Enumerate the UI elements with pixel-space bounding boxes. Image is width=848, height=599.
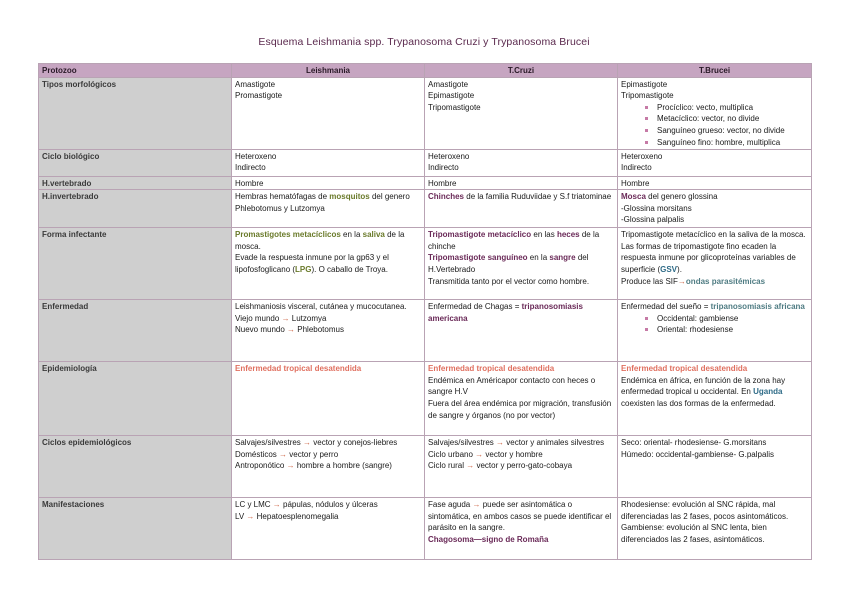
- cell-text: Hembras hematófagas de: [235, 192, 330, 202]
- cell-line: [235, 437, 421, 449]
- cell-tcruzi: Hombre: [425, 176, 618, 190]
- cell-line: Heteroxeno: [621, 151, 663, 161]
- row-label: Forma infectante: [39, 228, 232, 300]
- highlight-text: GSV: [660, 264, 678, 274]
- cell-tcruzi: [425, 362, 618, 436]
- arrow-right-icon: →: [246, 511, 255, 521]
- cell-line: Seco: oriental- rhodesiense- G.morsitans: [621, 438, 767, 448]
- cell-leishmania: [232, 190, 425, 228]
- table-row: [39, 436, 812, 498]
- cell-leishmania: [232, 362, 425, 436]
- arrow-right-icon: →: [286, 461, 295, 471]
- cell-line: Fuera del área endémica por migración, transfusión de sangre y órganos (no por vector): [428, 398, 612, 420]
- row-label: Manifestaciones: [39, 498, 232, 560]
- header-tbrucei: T.Brucei: [618, 64, 812, 78]
- cell-text: de la chinche: [428, 230, 600, 251]
- cell-line: [428, 252, 614, 275]
- list-item: Metacíclico: vector, no divide: [621, 113, 808, 125]
- cell-line: Amastigote: [428, 79, 469, 89]
- cell-text: del genero glossina: [645, 192, 718, 202]
- cell-text: vector y animales silvestres: [504, 438, 605, 448]
- highlight-text: Chagosoma—signo de Romaña: [428, 534, 549, 544]
- cell-line: Heteroxeno: [428, 151, 470, 161]
- cell-text: Produce las SIF: [621, 276, 678, 286]
- cell-text: Salvajes/silvestres: [428, 438, 497, 448]
- cell-text: Fase aguda: [428, 500, 473, 510]
- list-item: Sanguíneo fino: hombre, multiplica: [621, 137, 808, 149]
- cell-text: LC y LMC: [235, 500, 273, 510]
- highlight-text: Uganda: [753, 387, 783, 397]
- arrow-right-icon: →: [475, 449, 484, 459]
- cell-line: [235, 499, 421, 511]
- cell-text: Lutzomya: [289, 313, 327, 323]
- cell-text: en las: [531, 230, 557, 240]
- highlight-text: Enfermedad tropical desatendida: [235, 364, 362, 374]
- row-label: Ciclo biológico: [39, 149, 232, 176]
- cell-text: Hepatoesplenomegalia: [254, 511, 339, 521]
- cell-text: de la mosca.: [235, 230, 405, 251]
- list-item: Occidental: gambiense: [621, 313, 808, 325]
- table-row: [39, 498, 812, 560]
- cell-line: Promastigote: [235, 91, 283, 101]
- cell-leishmania: [232, 498, 425, 560]
- cell-text: en la: [340, 230, 363, 240]
- cell-line: Indirecto: [621, 163, 652, 173]
- comparison-table: [38, 63, 812, 560]
- cell-line: Gambiense: evolución al SNC lenta, bien diferenciados las 2 fases, asintomáticos.: [621, 523, 767, 544]
- arrow-right-icon: →: [466, 461, 475, 471]
- cell-line: [621, 301, 808, 313]
- cell-text: ).: [677, 264, 682, 274]
- cell-text: vector y perro: [287, 449, 339, 459]
- highlight-text: ondas parasitémicas: [685, 276, 766, 286]
- cell-line: Tripomastigote metacíclico en la saliva de la mosca.: [621, 230, 806, 240]
- arrow-right-icon: →: [281, 313, 290, 323]
- cell-text: vector y hombre: [483, 449, 543, 459]
- cell-tcruzi: [425, 498, 618, 560]
- cell-tcruzi: [425, 436, 618, 498]
- cell-text: Domésticos: [235, 449, 280, 459]
- cell-text: Antroponótico: [235, 461, 287, 471]
- cell-text: vector y perro-gato-cobaya: [474, 461, 573, 471]
- cell-text: Las formas de tripomastigote fino ecaden la respuesta inmune por glicoproteínas variables de superficie (: [621, 241, 796, 274]
- table-row: [39, 190, 812, 228]
- cell-line: Heteroxeno: [235, 151, 277, 161]
- cell-text: Endémica en áfrica, en función de la zona hay enfermedad tropical u occidental. En: [621, 375, 786, 397]
- highlight-text: Enfermedad tropical desatendida: [621, 364, 748, 374]
- cell-text: Viejo mundo: [235, 313, 282, 323]
- cell-text: Evade la respuesta inmune por la gp63 y el lipofosfoglicano (: [235, 253, 389, 274]
- cell-tbrucei: [618, 77, 812, 149]
- cell-text: en la: [527, 253, 550, 263]
- highlight-text: Enfermedad tropical desatendida: [428, 364, 555, 374]
- highlight-text: sangre: [549, 253, 576, 263]
- arrow-right-icon: →: [496, 438, 505, 448]
- arrow-right-icon: →: [279, 449, 288, 459]
- cell-leishmania: [232, 436, 425, 498]
- document-title: Esquema Leishmania spp. Trypanosoma Cruzi y Trypanosoma Brucei: [258, 36, 590, 48]
- arrow-right-icon: →: [287, 325, 296, 335]
- cell-line: Epimastigote: [621, 79, 668, 89]
- arrow-right-icon: →: [472, 500, 481, 510]
- cell-leishmania: [232, 77, 425, 149]
- highlight-text: Tripomastigote sanguíneo: [428, 253, 528, 263]
- cell-text: Salvajes/silvestres: [235, 438, 304, 448]
- highlight-text: Tripomastigote metacíclico: [428, 230, 532, 240]
- highlight-text: heces: [556, 230, 580, 240]
- cell-line: [621, 375, 808, 410]
- cell-tcruzi: [425, 190, 618, 228]
- table-row: [39, 228, 812, 300]
- row-label: Enfermedad: [39, 300, 232, 362]
- cell-line: [428, 449, 614, 461]
- table-row: [39, 362, 812, 436]
- cell-line: [235, 252, 421, 275]
- cell-line: [235, 324, 421, 336]
- cell-line: [621, 276, 808, 288]
- cell-leishmania: Hombre: [232, 176, 425, 190]
- table-row: [39, 176, 812, 190]
- cell-text: LV: [235, 511, 247, 521]
- cell-text: Nuevo mundo: [235, 325, 288, 335]
- list-item: Oriental: rhodesiense: [621, 324, 808, 336]
- cell-tbrucei: [618, 498, 812, 560]
- cell-tbrucei: [618, 362, 812, 436]
- arrow-right-icon: →: [303, 438, 312, 448]
- cell-text: Enfermedad de Chagas =: [428, 302, 522, 312]
- header-row: [39, 64, 812, 78]
- cell-line: Epimastigote: [428, 91, 475, 101]
- cell-leishmania: [232, 300, 425, 362]
- table-row: [39, 300, 812, 362]
- cell-text: Enfermedad del sueño =: [621, 302, 711, 312]
- cell-leishmania: [232, 149, 425, 176]
- cell-line: Leishmaniosis visceral, cutánea y mucocutanea.: [235, 302, 407, 312]
- row-label: Ciclos epidemiológicos: [39, 436, 232, 498]
- highlight-text: tripanosomiasis africana: [710, 302, 805, 312]
- header-protozoo: Protozoo: [39, 64, 232, 78]
- cell-line: [621, 241, 808, 276]
- cell-text: ). O caballo de Troya.: [311, 264, 388, 274]
- cell-text: Ciclo urbano: [428, 449, 476, 459]
- cell-line: [428, 499, 614, 534]
- cell-line: [621, 191, 808, 203]
- arrow-right-icon: →: [272, 500, 281, 510]
- cell-line: [235, 313, 421, 325]
- cell-line: Rhodesiense: evolución al SNC rápida, mal diferenciadas las 2 fases, pocos asintomáticos.: [621, 500, 789, 521]
- highlight-text: Chinches: [428, 192, 465, 202]
- cell-line: Amastigote: [235, 79, 276, 89]
- cell-line: Tripomastigote: [428, 102, 481, 112]
- cell-tbrucei: [618, 190, 812, 228]
- cell-line: [428, 229, 614, 252]
- cell-line: [235, 449, 421, 461]
- cell-tcruzi: [425, 300, 618, 362]
- list-item: Procíclico: vecto, multiplica: [621, 102, 808, 114]
- cell-text: coexisten las dos formas de la enfermedad.: [621, 398, 776, 408]
- cell-text: puede ser asintomática o sintomática, en ambos casos se puede identificar el parásito en la sangre.: [428, 500, 612, 533]
- header-leishmania: Leishmania: [232, 64, 425, 78]
- cell-text: del genero Phlebotomus y Lutzomya: [235, 192, 410, 213]
- cell-line: -Glossina palpalis: [621, 215, 685, 225]
- cell-line: Indirecto: [235, 163, 266, 173]
- cell-tbrucei: Hombre: [618, 176, 812, 190]
- arrow-right-icon: →: [677, 276, 686, 286]
- cell-text: Ciclo rural: [428, 461, 467, 471]
- cell-text: pápulas, nódulos y úlceras: [280, 500, 378, 510]
- highlight-text: Mosca: [621, 192, 646, 202]
- cell-tbrucei: [618, 149, 812, 176]
- row-label: Epidemiología: [39, 362, 232, 436]
- row-label: Tipos morfológicos: [39, 77, 232, 149]
- cell-line: [428, 437, 614, 449]
- row-label: H.vertebrado: [39, 176, 232, 190]
- table-row: [39, 149, 812, 176]
- table-row: [39, 77, 812, 149]
- cell-line: [235, 229, 421, 252]
- cell-text: hombre a hombre (sangre): [294, 461, 392, 471]
- cell-text: vector y conejos-liebres: [311, 438, 398, 448]
- cell-tcruzi: [425, 149, 618, 176]
- cell-line: Tripomastigote: [621, 91, 674, 101]
- cell-tbrucei: [618, 228, 812, 300]
- cell-tcruzi: [425, 77, 618, 149]
- cell-tbrucei: [618, 300, 812, 362]
- highlight-text: Promastigotes metacíclicos: [235, 230, 341, 240]
- highlight-text: saliva: [362, 230, 385, 240]
- list-item: Sanguíneo grueso: vector, no divide: [621, 125, 808, 137]
- cell-line: Endémica en Américapor contacto con heces o sangre H.V: [428, 375, 596, 397]
- cell-line: [235, 511, 421, 523]
- row-label: H.invertebrado: [39, 190, 232, 228]
- cell-text: del H.Vertebrado: [428, 253, 589, 274]
- highlight-text: tripanosomiasis americana: [428, 302, 583, 323]
- cell-text: de la familia Ruduviidae y S.f triatominae: [464, 192, 612, 202]
- cell-line: Indirecto: [428, 163, 459, 173]
- cell-leishmania: [232, 228, 425, 300]
- cell-line: [235, 460, 421, 472]
- cell-text: Phlebotomus: [295, 325, 344, 335]
- cell-tcruzi: [425, 228, 618, 300]
- cell-line: Transmitida tanto por el vector como hombre.: [428, 276, 590, 286]
- cell-line: [428, 460, 614, 472]
- highlight-text: mosquitos: [329, 192, 370, 202]
- cell-line: Húmedo: occidental-gambiense- G.palpalis: [621, 449, 774, 459]
- header-tcruzi: T.Cruzi: [425, 64, 618, 78]
- cell-line: -Glossina morsitans: [621, 203, 692, 213]
- cell-tbrucei: [618, 436, 812, 498]
- highlight-text: LPG: [295, 264, 312, 274]
